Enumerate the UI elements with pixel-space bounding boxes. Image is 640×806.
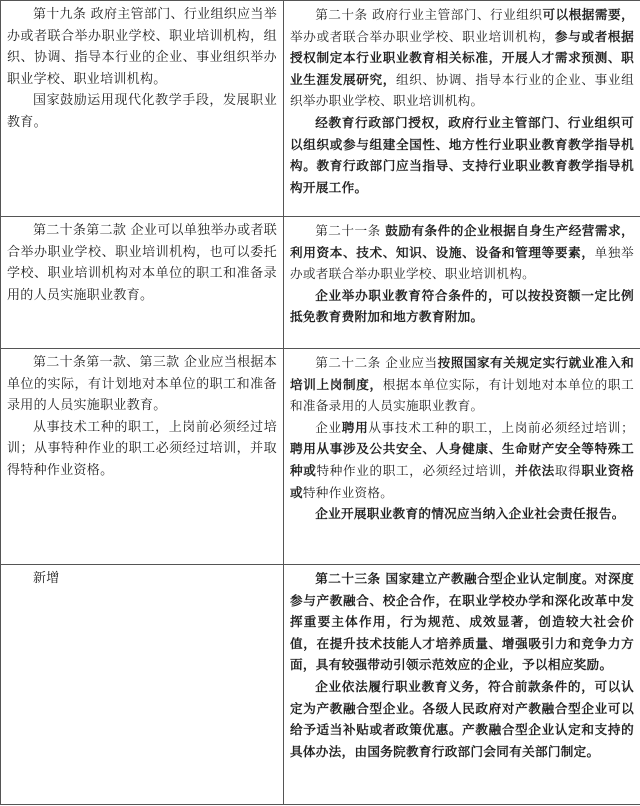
revised-text: 特种作业的职工，必须经过培训， [316,462,516,478]
revised-article-cell [284,217,640,349]
revised-text-bold: 企业举办职业教育符合条件的，可以按投资额一定比例抵免教育费附加和地方教育附加。 [290,287,634,325]
revised-text-bold: 职业资格或 [290,462,635,500]
original-article-cell [1,349,284,565]
table-row [1,349,640,565]
revised-article-cell [284,1,640,217]
revised-paragraph [290,4,634,112]
revised-text: 取得 [554,462,582,478]
revised-text: 第二十条 政府行业主管部门、行业组织 [315,7,543,22]
revised-article-cell [284,349,640,565]
revised-text: 根据本单位实际，有计划地对本单位的职工和准备录用的人员实施职业教育。 [290,376,634,414]
original-article-cell [1,1,284,217]
original-paragraph: 新增 [33,571,60,586]
revised-text: 第二十一条 [315,223,386,238]
revised-text-bold: 按照国家有关规定实行就业准入和培训上岗制度， [290,355,634,392]
revised-paragraph [290,285,634,328]
revised-text: 组织、协调、指导本行业的企业、事业组织举办职业学校、职业培训机构。 [290,71,634,109]
revised-text-bold: 经教育行政部门授权，政府行业主管部门、行业组织可以组织或参与组建全国性、地方性行业职业教育教学指导机构。教育行政部门应当指导、支持行业职业教育教学指导机构开展工作。 [290,114,634,195]
table-row [1,565,640,805]
revised-text: 企业 [315,419,342,435]
revised-text: 举办或者联合举办职业学校、职业培训机构， [290,28,555,44]
table-row [1,217,640,349]
revised-text: 特种作业资格。 [302,484,394,500]
revised-text-bold: 参与或者根据授权制定本行业职业教育相关标准，开展人才需求预测、职业生涯发展研究， [290,28,634,87]
table-row [1,1,640,217]
original-article-cell [1,565,284,805]
revised-paragraph [290,417,634,503]
revised-article-cell [284,565,640,805]
revised-text-bold: 鼓励有条件的企业根据自身生产经营需求，利用资本、技术、知识、设施、设备和管理等要素， [290,223,635,260]
original-paragraph: 国家鼓励运用现代化教学手段，发展职业教育。 [7,93,277,130]
revised-text-bold: 企业开展职业教育的情况应当纳入企业社会责任报告。 [315,506,625,522]
revised-paragraph [290,676,634,762]
revised-text-bold: 聘用从事涉及公共安全、人身健康、生命财产安全等特殊工种或 [290,441,634,478]
original-paragraph: 第二十条第二款 企业可以单独举办或者联合举办职业学校、职业培训机构，也可以委托学校、职业培训机构对本单位的职工和准备录用的人员实施职业教育。 [7,223,277,303]
original-paragraph: 第十九条 政府主管部门、行业组织应当举办或者联合举办职业学校、职业培训机构，组织、协调、指导本行业的企业、事业组织举办职业学校、职业培训机构。 [7,7,277,87]
revised-text: 单独举办或者联合举办职业学校、职业培训机构。 [290,244,634,282]
revised-paragraph [290,220,634,285]
original-paragraph: 第二十条第一款、第三款 企业应当根据本单位的实际，有计划地对本单位的职工和准备录用的人员实施职业教育。 [7,355,277,414]
original-paragraph: 从事技术工种的职工，上岗前必须经过培训；从事特种作业的职工必须经过培训，并取得特种作业资格。 [7,419,277,478]
original-article-cell [1,217,284,349]
revised-text-bold: 可以根据需要， [542,7,635,22]
revised-paragraph [290,112,634,198]
revised-text-bold: 第二十三条 国家建立产教融合型企业认定制度。对深度参与产教融合、校企合作，在职业学校办学和深化改革中发挥重要主体作用，行为规范、成效显著，创造较大社会价值，在提升技术技能人才培养质量、增强吸引力和竞争力方面，具有较强带动引领示范效应的企业，予以相应奖励。 [290,571,634,673]
revised-text-bold: 聘用 [341,419,369,435]
revised-paragraph [290,352,634,417]
revised-paragraph [290,568,634,676]
revised-text-bold: 并依法 [515,462,555,478]
revised-text: 从事技术工种的职工，上岗前必须经过培训； [368,419,634,435]
revised-text-bold: 企业依法履行职业教育义务，符合前款条件的，可以认定为产教融合型企业。各级人民政府对产教融合型企业可以给予适当补贴或者政策优惠。产教融合型企业认定和支持的具体办法，由国务院教育行政部门会同有关部门制定。 [290,678,634,759]
revised-text: 第二十二条 企业应当 [315,355,438,370]
revised-paragraph [290,503,634,525]
